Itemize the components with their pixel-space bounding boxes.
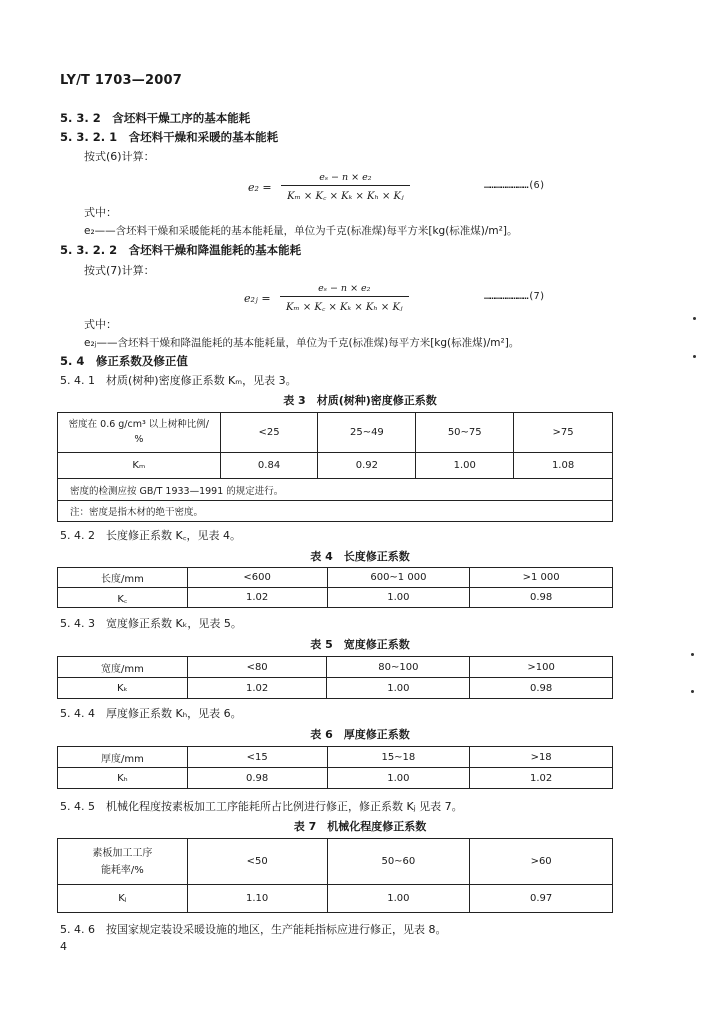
table-4-value-row xyxy=(58,588,613,608)
section-5-4-6-text: 5. 4. 6 按国家规定装设采暖设施的地区，生产能耗指标应进行修正，见表 8。 xyxy=(60,923,447,936)
table-7-row-label: Kⱼ xyxy=(58,885,188,913)
table-6-col-3: >18 xyxy=(470,747,613,768)
formula-7 xyxy=(244,283,409,313)
scan-speck xyxy=(693,317,696,320)
formula-7-where: 式中： xyxy=(84,318,117,331)
table-5-header-label: 宽度/mm xyxy=(58,657,188,678)
table-3-header-label-line2: % xyxy=(134,433,144,445)
table-4-col-1: <600 xyxy=(187,568,327,588)
section-5-3-2-1-title: 5. 3. 2. 1 含坯料干燥和采暖的基本能耗 xyxy=(60,130,279,144)
formula-6-ref: ……………………(6) xyxy=(484,180,545,191)
table-6-value-1: 0.98 xyxy=(187,768,327,789)
table-3-header-row xyxy=(58,413,613,453)
table-4-row-label: K꜀ xyxy=(58,588,188,608)
table-6-caption: 表 6 厚度修正系数 xyxy=(310,728,410,741)
table-5-value-row xyxy=(58,678,613,699)
formula-6-intro: 按式(6)计算： xyxy=(84,150,155,163)
formula-6-definition: e₂——含坯料干燥和采暖能耗的基本能耗量，单位为千克(标准煤)每平方米[kg(标准煤)/m²]。 xyxy=(84,225,518,237)
formula-7-numerator: eₛ − n × e₂ xyxy=(318,283,371,294)
table-5-caption: 表 5 宽度修正系数 xyxy=(310,638,410,651)
section-5-3-2-title: 5. 3. 2 含坯料干燥工序的基本能耗 xyxy=(60,111,251,125)
table-5-value-3: 0.98 xyxy=(470,678,613,699)
table-7-caption: 表 7 机械化程度修正系数 xyxy=(293,820,427,833)
table-5-header-row xyxy=(58,657,613,678)
formula-7-ref: ……………………(7) xyxy=(484,291,545,302)
table-7-col-2: 50~60 xyxy=(327,839,470,885)
formula-6-where: 式中： xyxy=(84,206,117,219)
table-7-value-3: 0.97 xyxy=(470,885,613,913)
formula-7-denominator: Kₘ × K꜀ × Kₖ × Kₕ × Kⱼ xyxy=(280,296,409,313)
table-6-value-row xyxy=(58,768,613,789)
table-3-value-row xyxy=(58,453,613,479)
table-5-col-3: >100 xyxy=(470,657,613,678)
table-4-header-row xyxy=(58,568,613,588)
table-3-caption: 表 3 材质(树种)密度修正系数 xyxy=(283,394,437,407)
formula-6-numerator: eₛ − n × e₂ xyxy=(319,172,372,183)
table-7-col-3: >60 xyxy=(470,839,613,885)
table-5-value-2: 1.00 xyxy=(327,678,470,699)
formula-7-intro: 按式(7)计算： xyxy=(84,264,155,277)
page-number: 4 xyxy=(60,940,67,953)
table-5-row-label: Kₖ xyxy=(58,678,188,699)
scan-speck xyxy=(693,355,696,358)
formula-6 xyxy=(248,172,410,202)
table-3-col-1: <25 xyxy=(220,413,318,453)
section-5-3-2-2-title: 5. 3. 2. 2 含坯料干燥和降温能耗的基本能耗 xyxy=(60,243,302,257)
table-3-col-3: 50~75 xyxy=(416,413,514,453)
table-6-col-2: 15~18 xyxy=(327,747,470,768)
table-3-header-label xyxy=(58,413,221,453)
table-5-col-1: <80 xyxy=(187,657,327,678)
table-7 xyxy=(57,838,613,913)
table-5-col-2: 80~100 xyxy=(327,657,470,678)
table-3-col-4: >75 xyxy=(514,413,613,453)
table-3-value-3: 1.00 xyxy=(416,453,514,479)
table-3-col-2: 25~49 xyxy=(318,413,416,453)
table-6-value-2: 1.00 xyxy=(327,768,470,789)
section-5-4-5-text: 5. 4. 5 机械化程度按素板加工工序能耗所占比例进行修正，修正系数 Kⱼ 见表 7。 xyxy=(60,800,463,813)
section-5-4-2-text: 5. 4. 2 长度修正系数 K꜀，见表 4。 xyxy=(60,529,241,542)
table-6-header-row xyxy=(58,747,613,768)
table-6-value-3: 1.02 xyxy=(470,768,613,789)
table-7-header-label-line2: 能耗率/% xyxy=(100,864,144,876)
table-3-header-label-line1: 密度在 0.6 g/cm³ 以上树种比例/ xyxy=(68,419,210,431)
table-6-col-1: <15 xyxy=(187,747,327,768)
formula-7-lhs: e₂ⱼ = xyxy=(244,291,271,305)
table-3-value-2: 0.92 xyxy=(318,453,416,479)
table-6-header-label: 厚度/mm xyxy=(58,747,188,768)
scan-speck xyxy=(691,653,694,656)
formula-7-definition: e₂ⱼ——含坯料干燥和降温能耗的基本能耗量，单位为千克(标准煤)每平方米[kg(标准煤)/m²]。 xyxy=(84,337,520,349)
table-4-value-3: 0.98 xyxy=(470,588,613,608)
table-5-value-1: 1.02 xyxy=(187,678,327,699)
table-4-value-2: 1.00 xyxy=(327,588,470,608)
table-4-caption: 表 4 长度修正系数 xyxy=(310,550,410,563)
section-5-4-3-text: 5. 4. 3 宽度修正系数 Kₖ，见表 5。 xyxy=(60,617,242,630)
table-4-col-3: >1 000 xyxy=(470,568,613,588)
table-3-value-1: 0.84 xyxy=(220,453,318,479)
table-5 xyxy=(57,656,613,699)
table-3-row-label: Kₘ xyxy=(58,453,221,479)
table-3-value-4: 1.08 xyxy=(514,453,613,479)
table-4 xyxy=(57,567,613,608)
table-3 xyxy=(57,412,613,522)
document-code: LY/T 1703—2007 xyxy=(60,73,182,88)
formula-6-lhs: e₂ = xyxy=(248,180,272,194)
table-7-header-label xyxy=(58,839,188,885)
scan-speck xyxy=(691,690,694,693)
table-3-note-1: 密度的检测应按 GB/T 1933—1991 的规定进行。 xyxy=(58,479,613,501)
section-5-4-title: 5. 4 修正系数及修正值 xyxy=(60,354,188,368)
table-3-note-row-2 xyxy=(58,501,613,522)
table-3-note-2: 注：密度是指木材的绝干密度。 xyxy=(58,501,613,522)
section-5-4-1-text: 5. 4. 1 材质(树种)密度修正系数 Kₘ，见表 3。 xyxy=(60,374,297,387)
table-4-header-label: 长度/mm xyxy=(58,568,188,588)
table-7-col-1: <50 xyxy=(187,839,327,885)
table-7-value-1: 1.10 xyxy=(187,885,327,913)
table-6 xyxy=(57,746,613,789)
table-3-note-row-1 xyxy=(58,479,613,501)
table-7-header-row xyxy=(58,839,613,885)
table-4-value-1: 1.02 xyxy=(187,588,327,608)
table-6-row-label: Kₕ xyxy=(58,768,188,789)
section-5-4-4-text: 5. 4. 4 厚度修正系数 Kₕ，见表 6。 xyxy=(60,707,242,720)
table-7-header-label-line1: 素板加工工序 xyxy=(92,847,153,859)
table-7-value-row xyxy=(58,885,613,913)
table-7-value-2: 1.00 xyxy=(327,885,470,913)
formula-6-denominator: Kₘ × K꜀ × Kₖ × Kₕ × Kⱼ xyxy=(281,185,410,202)
table-4-col-2: 600~1 000 xyxy=(327,568,470,588)
